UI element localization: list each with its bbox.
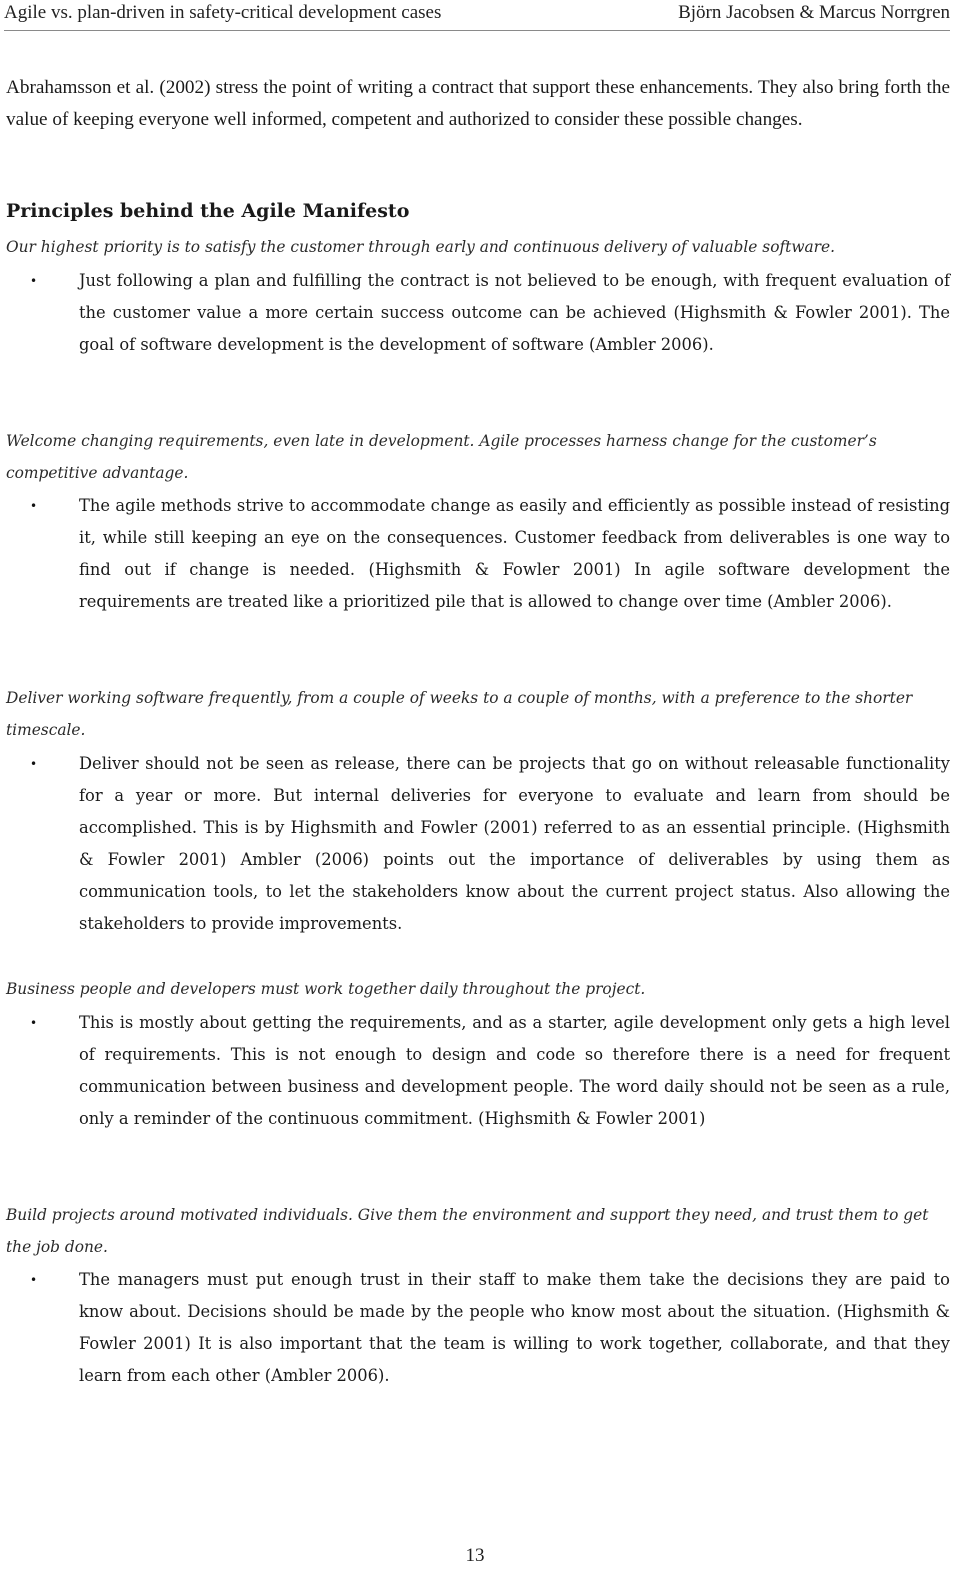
- principle-statement: Our highest priority is to satisfy the customer through early and continuous delivery of valuable software.: [6, 238, 836, 256]
- bullet-text: Just following a plan and fulfilling the contract is not believed to be enough, with frequent evaluation of the customer value a more certain success outcome can be achieved (Highsmith & Fowler 2001). The goal of software development is the development of software (Ambler 2006).: [79, 271, 950, 354]
- bullet-item: [6, 490, 950, 618]
- bullet-text: Deliver should not be seen as release, there can be projects that go on without releasable functionality for a year or more. But internal deliveries for everyone to evaluate and learn from should be accomplished. This is by Highsmith and Fowler (2001) referred to as an essential principle. (Highsmith & Fowler 2001) Ambler (2006) points out the importance of deliverables by using them as communication tools, to let the stakeholders know about the current project status. Also allowing the stakeholders to provide improvements.: [79, 754, 950, 933]
- running-header: [4, 2, 950, 28]
- bullet-text: This is mostly about getting the requirements, and as a starter, agile development only gets a high level of requirements. This is not enough to design and code so therefore there is a need for frequent communication between business and development people. The word daily should not be seen as a rule, only a reminder of the continuous commitment. (Highsmith & Fowler 2001): [79, 1013, 950, 1128]
- principle-statement: Welcome changing requirements, even late in development. Agile processes harness change for the customer’s competitive advantage.: [6, 432, 877, 482]
- bullet-marker: •: [30, 757, 38, 771]
- bullet-item: [6, 748, 950, 940]
- bullet-text: The agile methods strive to accommodate change as easily and efficiently as possible instead of resisting it, while still keeping an eye on the consequences. Customer feedback from deliverables is one way to find out if change is needed. (Highsmith & Fowler 2001) In agile software development the requirements are treated like a prioritized pile that is allowed to change over time (Ambler 2006).: [79, 496, 950, 611]
- principle-statement: Business people and developers must work together daily throughout the project.: [6, 980, 646, 998]
- header-title: Agile vs. plan-driven in safety-critical development cases: [4, 2, 442, 23]
- principle-statement: Deliver working software frequently, from a couple of weeks to a couple of months, with a preference to the shorter timescale.: [6, 689, 913, 739]
- header-divider: [4, 30, 950, 31]
- section-heading: Principles behind the Agile Manifesto: [6, 200, 410, 222]
- intro-paragraph: Abrahamsson et al. (2002) stress the point of writing a contract that support these enhancements. They also bring forth the value of keeping everyone well informed, competent and authorized to consider these possible changes.: [6, 77, 950, 130]
- bullet-marker: •: [30, 274, 38, 288]
- bullet-text: The managers must put enough trust in their staff to make them take the decisions they are paid to know about. Decisions should be made by the people who know most about the situation. (Highsmith & Fowler 2001) It is also important that the team is willing to work together, collaborate, and that they learn from each other (Ambler 2006).: [79, 1270, 950, 1385]
- header-authors: Björn Jacobsen & Marcus Norrgren: [678, 2, 950, 23]
- page-number: 13: [465, 1545, 485, 1566]
- bullet-marker: •: [30, 1016, 38, 1030]
- principle-statement: Build projects around motivated individuals. Give them the environment and support they need, and trust them to get the job done.: [6, 1206, 929, 1256]
- bullet-item: [6, 265, 950, 361]
- bullet-item: [6, 1007, 950, 1135]
- bullet-item: [6, 1264, 950, 1392]
- bullet-marker: •: [30, 1273, 38, 1287]
- bullet-marker: •: [30, 499, 38, 513]
